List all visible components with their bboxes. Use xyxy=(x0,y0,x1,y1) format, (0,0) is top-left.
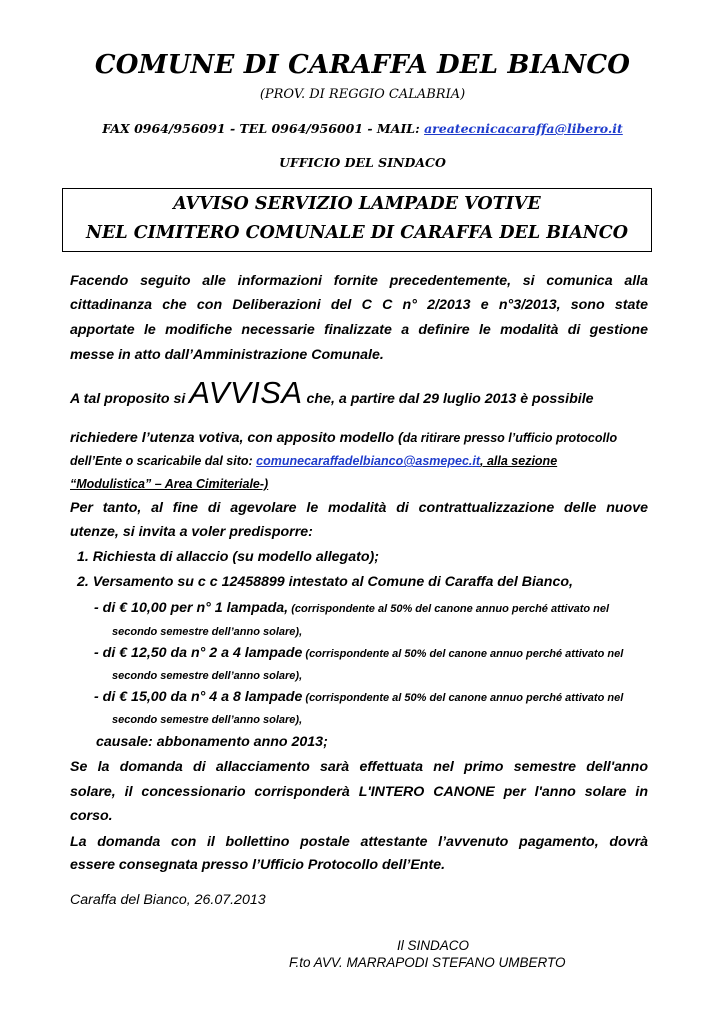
pec-email-link[interactable]: comunecaraffadelbianco@asmepec.it xyxy=(256,454,481,468)
office-label: UFFICIO DEL SINDACO xyxy=(279,155,446,170)
paragraph-5-line-1: Se la domanda di allacciamento sarà effettuata nel primo semestre dell'anno xyxy=(70,759,648,775)
paragraph-3-line-1-note: da ritirare presso l’ufficio protocollo xyxy=(402,431,618,445)
contact-email-link[interactable]: areatecnicacaraffa@libero.it xyxy=(424,121,623,136)
list-item-2: 2. Versamento su c c 12458899 intestato al Comune di Caraffa del Bianco, xyxy=(77,574,573,590)
paragraph-4-line-1: Per tanto, al fine di agevolare le modalità di contrattualizzazione delle nuove xyxy=(70,500,648,516)
list-item-1: 1. Richiesta di allaccio (su modello allegato); xyxy=(77,549,379,565)
fee-3-note-line-2: secondo semestre dell’anno solare), xyxy=(112,714,303,726)
fee-2-note-line-2: secondo semestre dell’anno solare), xyxy=(112,670,303,682)
paragraph-6-line-1: La domanda con il bollettino postale attestante l’avvenuto pagamento, dovrà xyxy=(70,834,648,850)
paragraph-3-line-3: “Modulistica” – Area Cimiteriale-) xyxy=(70,477,269,491)
fee-1-note-line-2: secondo semestre dell’anno solare), xyxy=(112,626,303,638)
fee-1-note: (corrispondente al 50% del canone annuo perché attivato nel xyxy=(288,603,610,615)
fee-1 xyxy=(94,600,609,616)
paragraph-3-line-2 xyxy=(70,454,557,468)
notice-title-line2: NEL CIMITERO COMUNALE DI CARAFFA DEL BIANCO xyxy=(86,223,628,243)
document-date: Caraffa del Bianco, 26.07.2013 xyxy=(70,892,266,908)
avvisa-suffix: che, a partire dal 29 luglio 2013 è possibile xyxy=(302,391,594,407)
fee-2-amount: - di € 12,50 da n° 2 a 4 lampade xyxy=(94,645,303,661)
fee-3-amount: - di € 15,00 da n° 4 a 8 lampade xyxy=(94,689,303,705)
contact-numbers: FAX 0964/956091 - TEL 0964/956001 - MAIL: xyxy=(102,121,425,136)
fee-1-amount: - di € 10,00 per n° 1 lampada, xyxy=(94,600,289,616)
paragraph-5-line-2: solare, il concessionario corrisponderà L'INTERO CANONE per l'anno solare in xyxy=(70,784,648,800)
paragraph-4-line-2: utenze, si invita a voler predisporre: xyxy=(70,524,313,540)
paragraph-3-line-1-main: richiedere l’utenza votiva, con apposito modello ( xyxy=(70,430,403,446)
paragraph-1-line-2: cittadinanza che con Deliberazioni del C C n° 2/2013 e n°3/2013, sono state xyxy=(70,297,648,313)
paragraph-3-line-2-section: , alla sezione xyxy=(480,454,558,468)
paragraph-6-line-2: essere consegnata presso l’Ufficio Protocollo dell’Ente. xyxy=(70,857,446,873)
contact-line xyxy=(0,121,725,136)
notice-title-line1: AVVISO SERVIZIO LAMPADE VOTIVE xyxy=(173,194,541,214)
avvisa-word: AVVISA xyxy=(189,375,303,410)
fee-3-note: (corrispondente al 50% del canone annuo perché attivato nel xyxy=(302,692,624,704)
notice-box xyxy=(62,188,652,252)
municipality-title: COMUNE DI CARAFFA DEL BIANCO xyxy=(94,50,631,80)
payment-causale: causale: abbonamento anno 2013; xyxy=(96,734,328,750)
paragraph-1-line-3: apportate le modifiche necessarie finalizzate a definire le modalità di gestione xyxy=(70,322,648,338)
paragraph-1-line-4: messe in atto dall’Amministrazione Comunale. xyxy=(70,347,384,363)
signature-role: Il SINDACO xyxy=(397,938,470,953)
paragraph-3-line-1 xyxy=(70,430,617,446)
fee-2 xyxy=(94,645,623,661)
province-subtitle: (PROV. DI REGGIO CALABRIA) xyxy=(259,87,466,102)
fee-3 xyxy=(94,689,623,705)
paragraph-1-line-1: Facendo seguito alle informazioni fornite precedentemente, si comunica alla xyxy=(70,273,648,289)
paragraph-3-line-2-text: dell’Ente o scaricabile dal sito: xyxy=(70,454,257,468)
avvisa-prefix: A tal proposito si xyxy=(70,391,190,407)
paragraph-5-line-3: corso. xyxy=(70,808,113,824)
fee-2-note: (corrispondente al 50% del canone annuo perché attivato nel xyxy=(302,648,624,660)
avvisa-line xyxy=(70,375,594,411)
signature-name: F.to AVV. MARRAPODI STEFANO UMBERTO xyxy=(289,955,566,970)
